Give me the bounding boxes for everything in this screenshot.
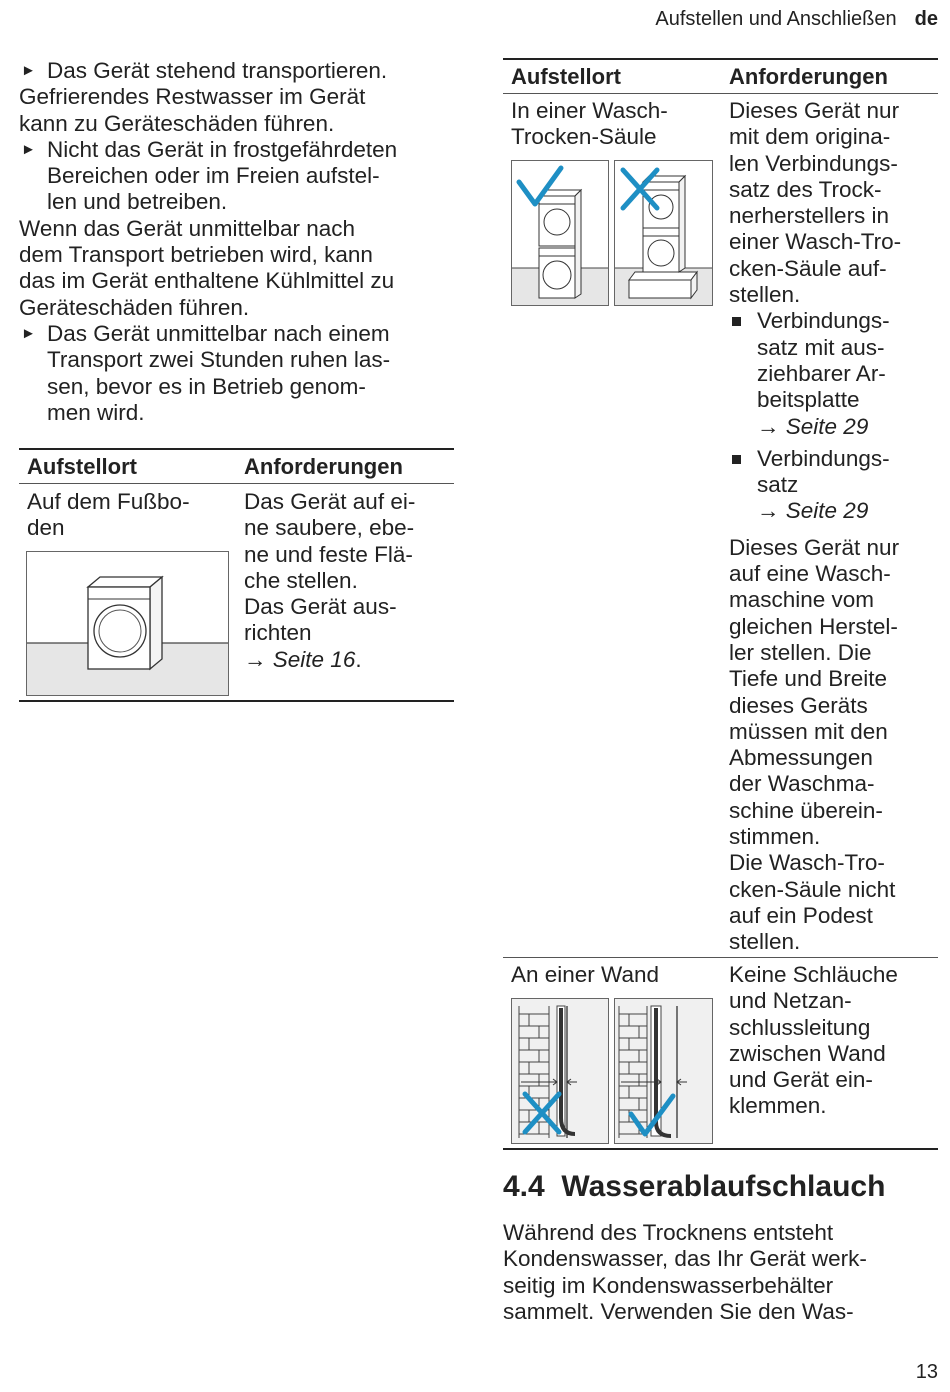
section-number: 4.4 [503, 1170, 545, 1203]
table2-place-wall: An einer Wand [511, 962, 659, 987]
page-reference: → Seite 29 [757, 498, 869, 524]
section-heading [503, 1170, 885, 1204]
table2-top-rule [503, 58, 938, 60]
page-reference: → Seite 16. [244, 646, 362, 672]
paragraph-same-manufacturer: Dieses Gerät nur auf eine Wasch- maschine vom gleichen Herstel- ler stellen. Die Tiefe und Breite dieses Geräts müssen mit den Abmessungen der Waschma- schine überein- stimmen. [729, 534, 900, 850]
header-language: de [914, 8, 938, 30]
header-section-title: Aufstellen und Anschließen [655, 8, 897, 30]
table1-header-requirements: Anforderungen [244, 454, 403, 479]
table2-place-column: In einer Wasch- Trocken-Säule [511, 98, 668, 150]
section-body-text: Während des Trocknens entsteht Kondenswasser, das Ihr Gerät werk- seitig im Kondenswasserbehälter sammelt. Verwenden Sie den Was- [503, 1220, 867, 1324]
table2-row-separator [503, 957, 938, 958]
table1-requirements-floor: Das Gerät auf ei- ne saubere, ebe- ne und feste Flä- che stellen. Das Gerät aus- richten → Seite 16. [244, 489, 454, 673]
washer-dryer-stack-illustrations [511, 160, 714, 306]
table2-bottom-rule [503, 1148, 938, 1150]
stack-on-pedestal-wrong-illustration [615, 161, 713, 306]
list-item-connection-kit: Verbindungs- satz → Seite 29 [729, 446, 939, 525]
table2-requirements-column-stack: Dieses Gerät nur mit dem origina- len Verbindungs- satz des Trock- nerherstellers in einer Wasch-Tro- cken-Säule auf- stellen. Verbindungs- satz mit aus- ziehbarer Ar- beitsplatte → Seite 29 Verbindungs- satz → Seite 29 Dieses Gerät nur auf eine Wasch- maschine vom gleichen Herstel- ler stellen. Die Tiefe und Breite dieses Geräts müssen mit den Abmessungen der Waschma- schine überein- stimmen. Die Wasch-Tro- cken-Säule nicht auf ein Podest stellen. [729, 98, 939, 956]
wall-hose-free-correct-illustration [615, 999, 713, 1144]
wall-placement-illustrations [511, 998, 714, 1144]
table2-header-requirements: Anforderungen [729, 64, 888, 89]
page-number: 13 [915, 1361, 938, 1383]
list-item-extendable-worktop: Verbindungs- satz mit aus- ziehbarer Ar- beitsplatte → Seite 29 [729, 308, 939, 439]
floor-placement-illustration [26, 551, 229, 696]
instruction-transport-upright: ► Das Gerät stehend transportieren. [21, 58, 388, 83]
page-reference: → Seite 29 [757, 413, 869, 439]
dryer-icon [88, 577, 162, 669]
stack-correct-illustration [512, 161, 609, 306]
table2-requirements-wall: Keine Schläuche und Netzan- schlussleitung zwischen Wand und Gerät ein- klemmen. [729, 962, 898, 1119]
instruction-rest-two-hours: ► Das Gerät unmittelbar nach einem Transport zwei Stunden ruhen las- sen, bevor es in Betrieb genom- men wird. [21, 320, 391, 425]
instruction-frost-areas: ► Nicht das Gerät in frostgefährdeten Bereichen oder im Freien aufstel- len und betreiben. [21, 136, 398, 215]
table2-header-place: Aufstellort [511, 64, 621, 89]
paragraph-frost-warning: Gefrierendes Restwasser im Gerät kann zu Geräteschäden führen. [19, 84, 366, 136]
table1-place-floor: Auf dem Fußbo- den [27, 489, 190, 541]
table1-top-rule [19, 448, 454, 450]
table2-header-rule [503, 93, 938, 94]
left-column-text [19, 58, 459, 426]
paragraph-coolant-warning: Wenn das Gerät unmittelbar nach dem Transport betrieben wird, kann das im Gerät enthaltene Kühlmittel zu Geräteschäden führen. [19, 215, 395, 320]
triangle-bullet-icon: ► [21, 324, 36, 342]
table1-header-rule [19, 483, 454, 484]
square-bullet-icon [732, 455, 741, 464]
running-header [655, 8, 938, 31]
table1-header-place: Aufstellort [27, 454, 137, 479]
wall-hose-clamped-wrong-illustration [512, 999, 609, 1144]
triangle-bullet-icon: ► [21, 140, 36, 158]
square-bullet-icon [732, 317, 741, 326]
table1-bottom-rule [19, 700, 454, 702]
paragraph-no-pedestal: Die Wasch-Tro- cken-Säule nicht auf ein Podest stellen. [729, 850, 896, 955]
triangle-bullet-icon: ► [21, 62, 36, 79]
section-title: Wasserablaufschlauch [561, 1170, 886, 1203]
